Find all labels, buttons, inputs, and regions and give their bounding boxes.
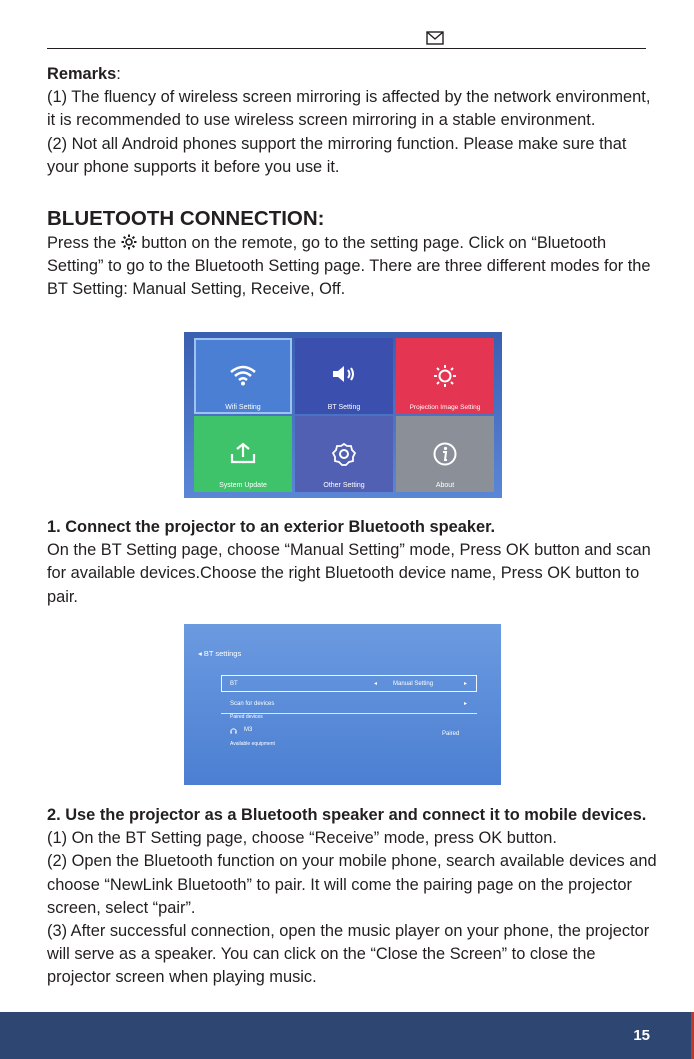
tile-label: System Update (219, 482, 267, 489)
tile-projection-image-setting (396, 338, 494, 414)
tile-label: Other Setting (323, 482, 365, 489)
headphones-icon (230, 727, 237, 734)
remarks-colon: : (116, 65, 121, 83)
tile-about (396, 416, 494, 492)
gear-icon (121, 234, 137, 250)
header-rule (47, 48, 646, 49)
chevron-left-icon: ◂ (374, 681, 378, 687)
section-2-item-2: (2) Open the Bluetooth function on your mobile phone, search available devices and choose “NewLink Bluetooth” to pair. It will come the pairing page on the projector screen, select “pair”. (47, 852, 657, 917)
device-status: Paired (442, 731, 460, 737)
device-name: M3 (244, 727, 253, 733)
bt-row-label: BT (230, 681, 238, 687)
bt-settings-screenshot (184, 624, 501, 785)
chevron-right-icon: ▸ (464, 701, 468, 707)
page-number: 15 (633, 1027, 650, 1044)
paired-devices-header: Paired devices (230, 714, 263, 720)
remarks-item-2: (2) Not all Android phones support the mirroring function. Please make sure that your phone supports it before you use it. (47, 134, 627, 176)
tile-other-setting (295, 416, 393, 492)
tile-label: Projection Image Setting (409, 404, 481, 411)
bt-mode-row (221, 675, 477, 692)
footer-bar (0, 1012, 694, 1059)
available-equipment-header: Available equipment (230, 741, 275, 747)
section-1 (47, 516, 659, 609)
section-2-title: 2. Use the projector as a Bluetooth speaker and connect it to mobile devices. (47, 806, 647, 824)
section-2 (47, 804, 659, 990)
intro-text-after: button on the remote, go to the setting page. Click on “Bluetooth Setting” to go to the Bluetooth Setting page. There are three different modes for the BT Setting: Manual Setting, Receive, Off. (47, 234, 651, 299)
section-1-body: On the BT Setting page, choose “Manual Setting” mode, Press OK button and scan for available devices.Choose the right Bluetooth device name, Press OK button to pair. (47, 541, 651, 606)
tile-system-update (194, 416, 292, 492)
chevron-right-icon: ▸ (464, 681, 468, 687)
section-2-item-1: (1) On the BT Setting page, choose “Receive” mode, press OK button. (47, 829, 557, 848)
mail-icon (426, 31, 444, 45)
tile-label: About (435, 482, 455, 489)
tile-wifi-setting (194, 338, 292, 414)
page-content (47, 63, 659, 302)
sun-icon (432, 364, 458, 388)
bluetooth-section-title: BLUETOOTH CONNECTION: (47, 207, 325, 231)
remarks-item-1: (1) The fluency of wireless screen mirroring is affected by the network environment, it is recommended to use wireless screen mirroring in a stable environment. (47, 88, 651, 130)
bt-mode-value: Manual Setting (393, 681, 434, 687)
section-1-title: 1. Connect the projector to an exterior Bluetooth speaker. (47, 518, 496, 536)
tile-label: BT Setting (327, 404, 361, 411)
wifi-icon (229, 364, 257, 386)
upload-icon (229, 442, 257, 464)
remarks-heading (47, 63, 659, 86)
gear-icon (331, 442, 357, 466)
section-2-item-3: (3) After successful connection, open the music player on your phone, the projector will serve as a speaker. You can click on the “Close the Screen” to close the projector screen when playing music. (47, 922, 650, 987)
speaker-icon (330, 364, 358, 384)
remarks-title: Remarks (47, 65, 117, 83)
intro-text-before: Press the (47, 234, 117, 253)
bluetooth-intro (47, 232, 659, 302)
settings-menu-screenshot (184, 332, 502, 498)
scan-for-devices: Scan for devices (230, 701, 275, 707)
info-icon (433, 442, 457, 466)
tile-bt-setting (295, 338, 393, 414)
tile-label: Wifi Setting (225, 404, 261, 411)
bt-settings-back-title: ◂ BT settings (198, 649, 242, 658)
